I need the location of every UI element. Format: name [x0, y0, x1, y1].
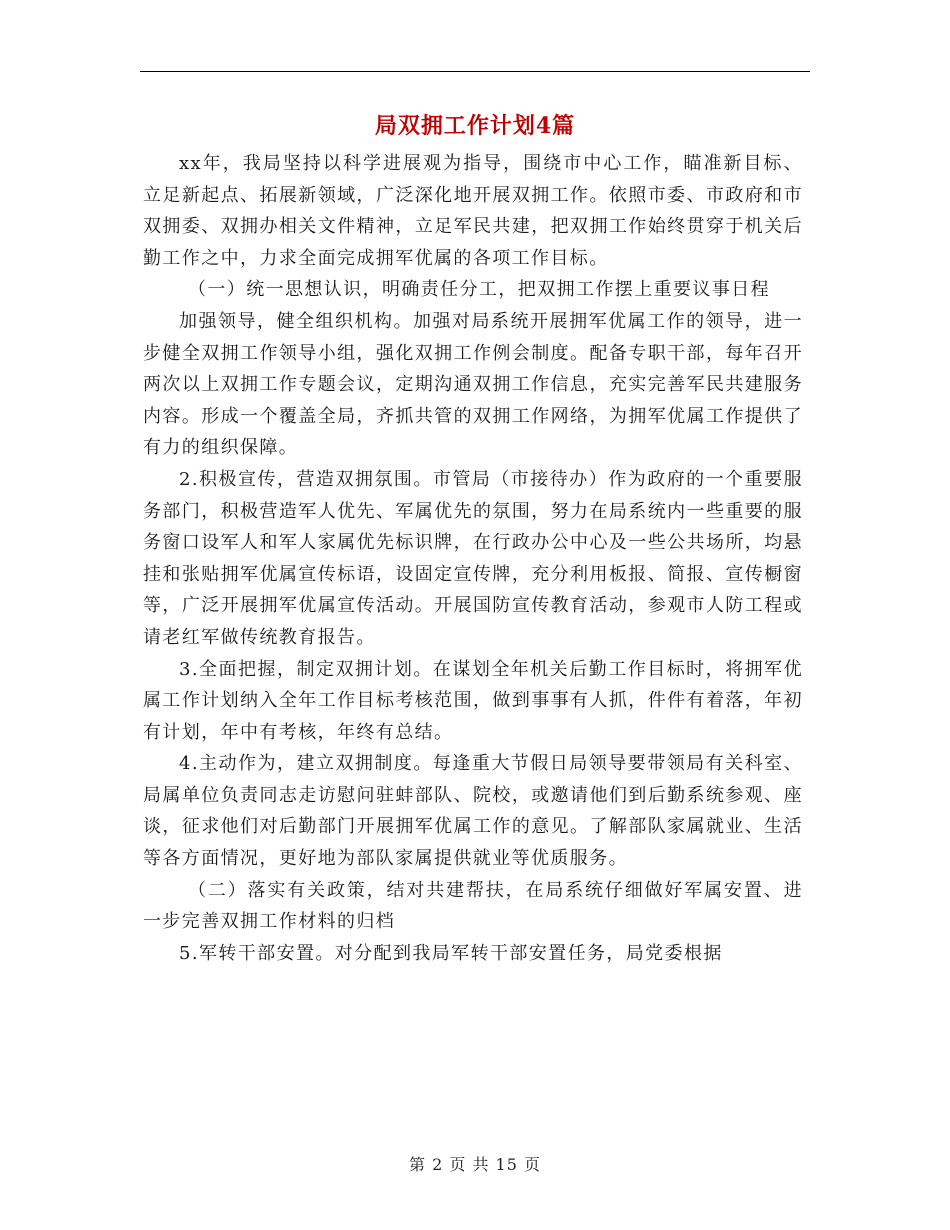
paragraph-item-1: 加强领导，健全组织机构。加强对局系统开展拥军优属工作的领导，进一步健全双拥工作领导小组，强化双拥工作例会制度。配备专职干部，每年召开两次以上双拥工作专题会议，定期沟通双拥工作信息，充实完善军民共建服务内容。形成一个覆盖全局，齐抓共管的双拥工作网络，为拥军优属工作提供了有力的组织保障。 — [143, 310, 803, 459]
section-heading-2: （二）落实有关政策，结对共建帮扶，在局系统仔细做好军属安置、进一步完善双拥工作材料的归档 — [143, 879, 803, 933]
paragraph-item-4: 4.主动作为，建立双拥制度。每逢重大节假日局领导要带领局有关科室、局属单位负责同志走访慰问驻蚌部队、院校，或邀请他们到后勤系统参观、座谈，征求他们对后勤部门开展拥军优属工作的意见。了解部队家属就业、生活等各方面情况，更好地为部队家属提供就业等优质服务。 — [143, 753, 803, 870]
section-heading-1: （一）统一思想认识，明确责任分工，把双拥工作摆上重要议事日程 — [188, 279, 770, 301]
document-body — [143, 148, 803, 969]
paragraph-intro: xx年，我局坚持以科学进展观为指导，围绕市中心工作，瞄准新目标、立足新起点、拓展新领域，广泛深化地开展双拥工作。依照市委、市政府和市双拥委、双拥办相关文件精神，立足军民共建，把双拥工作始终贯穿于机关后勤工作之中，力求全面完成拥军优属的各项工作目标。 — [143, 153, 803, 269]
document-title: 局双拥工作计划4篇 — [374, 113, 576, 139]
paragraph-item-5: 5.军转干部安置。对分配到我局军转干部安置任务，局党委根据 — [179, 942, 723, 964]
paragraph-item-3: 3.全面把握，制定双拥计划。在谋划全年机关后勤工作目标时，将拥军优属工作计划纳入全年工作目标考核范围，做到事事有人抓，件件有着落，年初有计划，年中有考核，年终有总结。 — [143, 658, 803, 743]
page-number-footer: 第 2 页 共 15 页 — [409, 1155, 541, 1174]
header-rule — [140, 71, 810, 72]
paragraph-item-2: 2.积极宣传，营造双拥氛围。市管局（市接待办）作为政府的一个重要服务部门，积极营造军人优先、军属优先的氛围，努力在局系统内一些重要的服务窗口设军人和军人家属优先标识牌，在行政办公中心及一些公共场所，均悬挂和张贴拥军优属宣传标语，设固定宣传牌，充分利用板报、简报、宣传橱窗等，广泛开展拥军优属宣传活动。开展国防宣传教育活动，参观市人防工程或请老红军做传统教育报告。 — [143, 468, 803, 648]
